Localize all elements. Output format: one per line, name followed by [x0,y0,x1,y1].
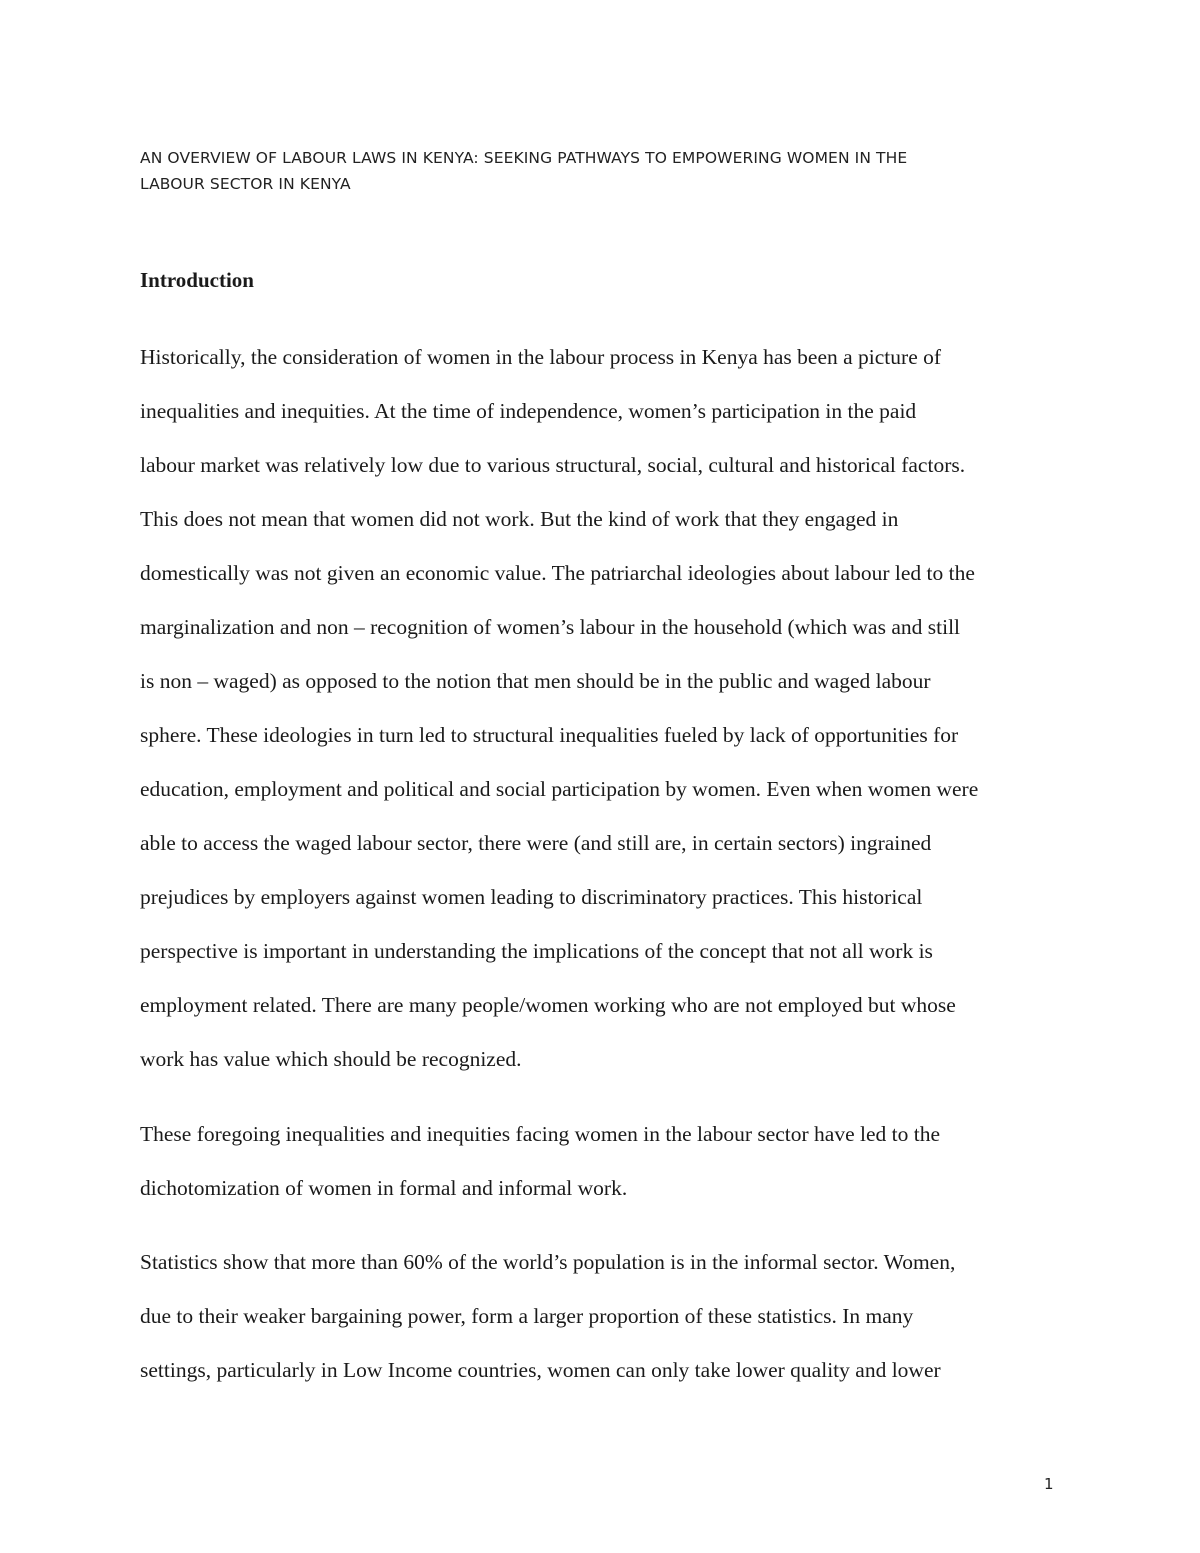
document-title-line: AN OVERVIEW OF LABOUR LAWS IN KENYA: SEEKING PATHWAYS TO EMPOWERING WOMEN IN THE [140,149,908,167]
text-line: These foregoing inequalities and inequities facing women in the labour sector have led to the [140,1122,941,1146]
text-line: labour market was relatively low due to various structural, social, cultural and historical factors. [140,453,966,477]
text-line: inequalities and inequities. At the time of independence, women’s participation in the paid [140,399,917,423]
page-number: 1 [1044,1475,1054,1493]
text-line: This does not mean that women did not work. But the kind of work that they engaged in [140,507,899,531]
text-line: settings, particularly in Low Income countries, women can only take lower quality and lower [140,1358,941,1382]
text-line: prejudices by employers against women leading to discriminatory practices. This historical [140,885,923,909]
text-line: able to access the waged labour sector, there were (and still are, in certain sectors) ingrained [140,831,932,855]
text-line: employment related. There are many people/women working who are not employed but whose [140,993,956,1017]
paragraph-history [140,330,1065,1086]
text-line: marginalization and non – recognition of women’s labour in the household (which was and still [140,615,961,639]
text-line: education, employment and political and social participation by women. Even when women were [140,777,979,801]
text-line: sphere. These ideologies in turn led to structural inequalities fueled by lack of opportunities for [140,723,959,747]
text-line: Historically, the consideration of women in the labour process in Kenya has been a picture of [140,345,942,369]
section-heading: Introduction [140,268,254,292]
text-line: due to their weaker bargaining power, form a larger proportion of these statistics. In many [140,1304,914,1328]
text-line: perspective is important in understanding the implications of the concept that not all work is [140,939,933,963]
paragraph-dichotomization [140,1107,1065,1215]
document-title-line: LABOUR SECTOR IN KENYA [140,175,351,193]
text-line: Statistics show that more than 60% of the world’s population is in the informal sector. Women, [140,1250,956,1274]
document-title [140,145,1040,197]
paragraph-statistics [140,1235,1065,1397]
text-line: work has value which should be recognized. [140,1047,522,1071]
text-line: is non – waged) as opposed to the notion that men should be in the public and waged labour [140,669,931,693]
text-line: dichotomization of women in formal and informal work. [140,1176,628,1200]
text-line: domestically was not given an economic value. The patriarchal ideologies about labour led to the [140,561,975,585]
